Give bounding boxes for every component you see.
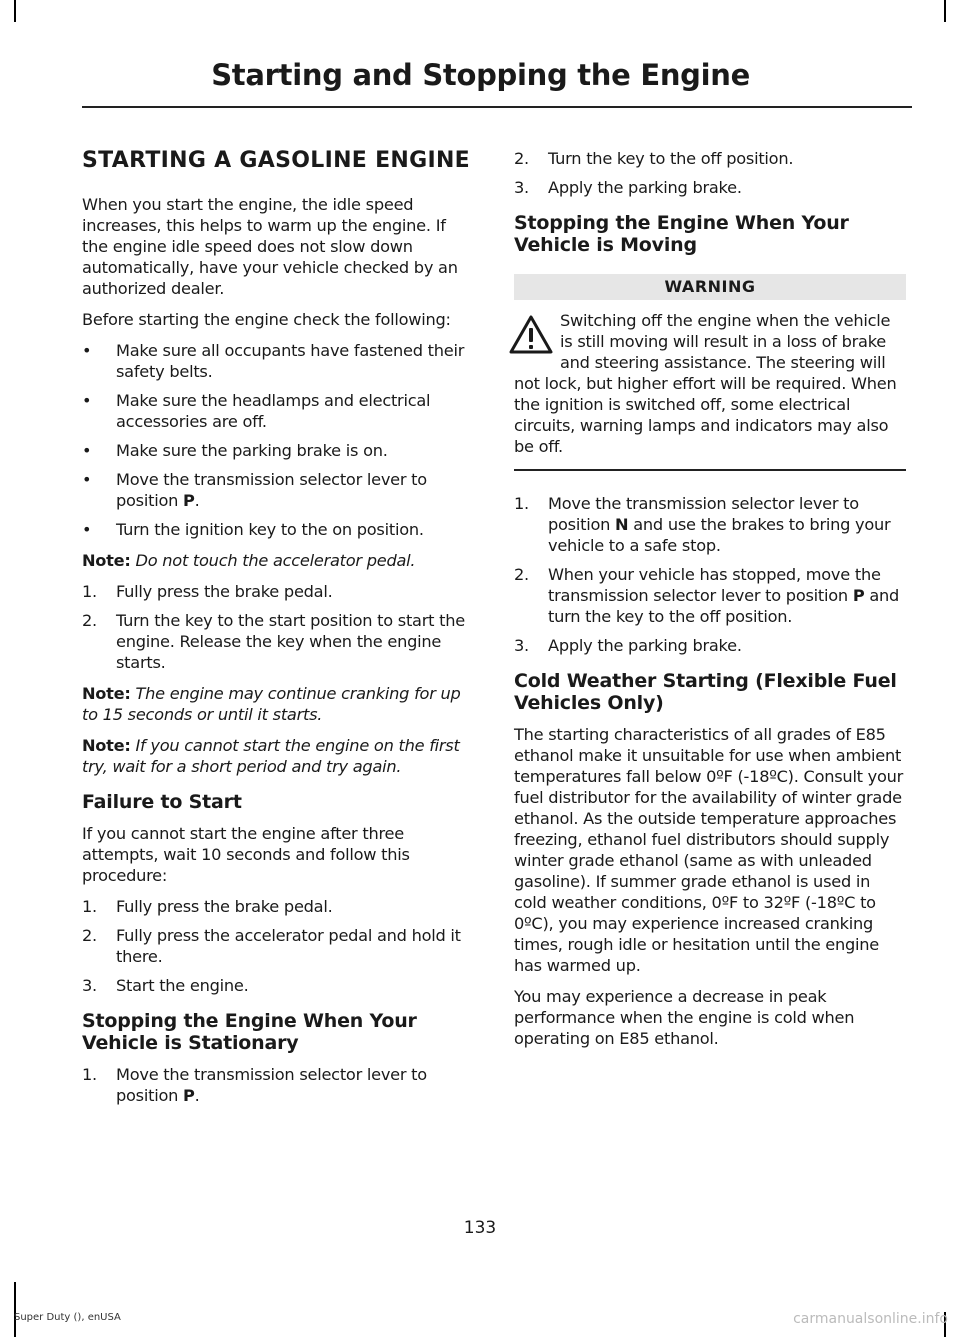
list-item: 2. Turn the key to the off position. [514, 149, 794, 168]
list-item: • Make sure the headlamps and electrical accessories are off. [82, 391, 431, 431]
warning-label: WARNING [514, 274, 906, 300]
note-cranking: Note: The engine may continue cranking for up to 15 seconds or until it starts. [82, 684, 461, 724]
crop-mark-top-right [944, 0, 946, 22]
section-heading-starting-gasoline: STARTING A GASOLINE ENGINE [82, 148, 470, 173]
warning-triangle-icon [506, 312, 556, 358]
checklist [82, 340, 474, 540]
subheading-stopping-moving: Stopping the Engine When Your Vehicle is Moving [514, 212, 849, 256]
page-number: 133 [463, 1218, 497, 1238]
list-item: 3. Apply the parking brake. [514, 178, 742, 197]
watermark: carmanualsonline.info [793, 1311, 948, 1327]
note-retry: Note: If you cannot start the engine on the first try, wait for a short period and try again. [82, 736, 460, 776]
intro-paragraph: When you start the engine, the idle speed increases, this helps to warm up the engine. If the engine idle speed does not slow down automatically, have your vehicle checked by an authorized dealer. [82, 195, 458, 298]
list-item: 2. When your vehicle has stopped, move the transmission selector lever to position P and turn the key to the off position. [514, 565, 900, 626]
moving-steps [514, 493, 906, 656]
bullet-marker: • [82, 341, 92, 360]
start-steps [82, 581, 474, 673]
crop-mark-top-left [14, 0, 16, 22]
footer-doc-id: Super Duty (), enUSA [14, 1312, 121, 1323]
list-item: 2. Fully press the accelerator pedal and hold it there. [82, 926, 461, 966]
warning-body [514, 300, 906, 457]
page-header-title: Starting and Stopping the Engine [211, 58, 750, 92]
list-item: • Turn the ignition key to the on position. [82, 520, 424, 539]
list-item: 1. Move the transmission selector lever to position P. [82, 1065, 427, 1105]
warning-box [514, 274, 906, 471]
before-starting-paragraph: Before starting the engine check the following: [82, 310, 451, 329]
cold-weather-paragraph-2: You may experience a decrease in peak performance when the engine is cold when operating on E85 ethanol. [514, 987, 855, 1048]
failure-steps [82, 896, 474, 996]
list-item: 3. Start the engine. [82, 976, 249, 995]
subheading-failure-to-start: Failure to Start [82, 791, 242, 813]
warning-text: Switching off the engine when the vehicle is still moving will result in a loss of brake and steering assistance. The steering will not lock, but higher effort will be required. When the ignition is switched off, some electrical circuits, warning lamps and indicators may also be off. [514, 311, 897, 456]
list-item: 1. Fully press the brake pedal. [82, 897, 333, 916]
warning-rule [514, 469, 906, 471]
stationary-steps-continued [514, 148, 906, 198]
list-item: • Move the transmission selector lever to position P. [82, 470, 427, 510]
bullet-marker: • [82, 391, 92, 410]
bullet-marker: • [82, 441, 92, 460]
list-item: 1. Move the transmission selector lever to position N and use the brakes to bring your vehicle to a safe stop. [514, 494, 891, 555]
cold-weather-paragraph-1: The starting characteristics of all grades of E85 ethanol make it unsuitable for use when ambient temperatures fall below 0ºF (-18ºC). Consult your fuel distributor for the availability of winter grade ethanol. As the outside temperature approaches freezing, ethanol fuel distributors should supply winter grade ethanol (same as with unleaded gasoline). If summer grade ethanol is used in cold weather conditions, 0ºF to 32ºF (-18ºC to 0ºC), you may experience increased cranking times, rough idle or hesitation until the engine has warmed up. [514, 725, 904, 975]
list-item: 2. Turn the key to the start position to start the engine. Release the key when the engine starts. [82, 611, 465, 672]
right-column [514, 148, 906, 1059]
bullet-marker: • [82, 470, 92, 489]
bullet-marker: • [82, 520, 92, 539]
stationary-steps [82, 1064, 474, 1106]
crop-mark-bottom-left [14, 1282, 16, 1337]
subheading-cold-weather: Cold Weather Starting (Flexible Fuel Vehicles Only) [514, 670, 897, 714]
list-item: • Make sure all occupants have fastened their safety belts. [82, 341, 465, 381]
subheading-stopping-stationary: Stopping the Engine When Your Vehicle is Stationary [82, 1010, 417, 1054]
list-item: 1. Fully press the brake pedal. [82, 582, 333, 601]
left-column [82, 146, 474, 1116]
list-item: • Make sure the parking brake is on. [82, 441, 388, 460]
header-rule [82, 106, 912, 108]
note-accelerator: Note: Do not touch the accelerator pedal. [82, 551, 416, 570]
failure-paragraph: If you cannot start the engine after three attempts, wait 10 seconds and follow this procedure: [82, 824, 410, 885]
list-item: 3. Apply the parking brake. [514, 636, 742, 655]
